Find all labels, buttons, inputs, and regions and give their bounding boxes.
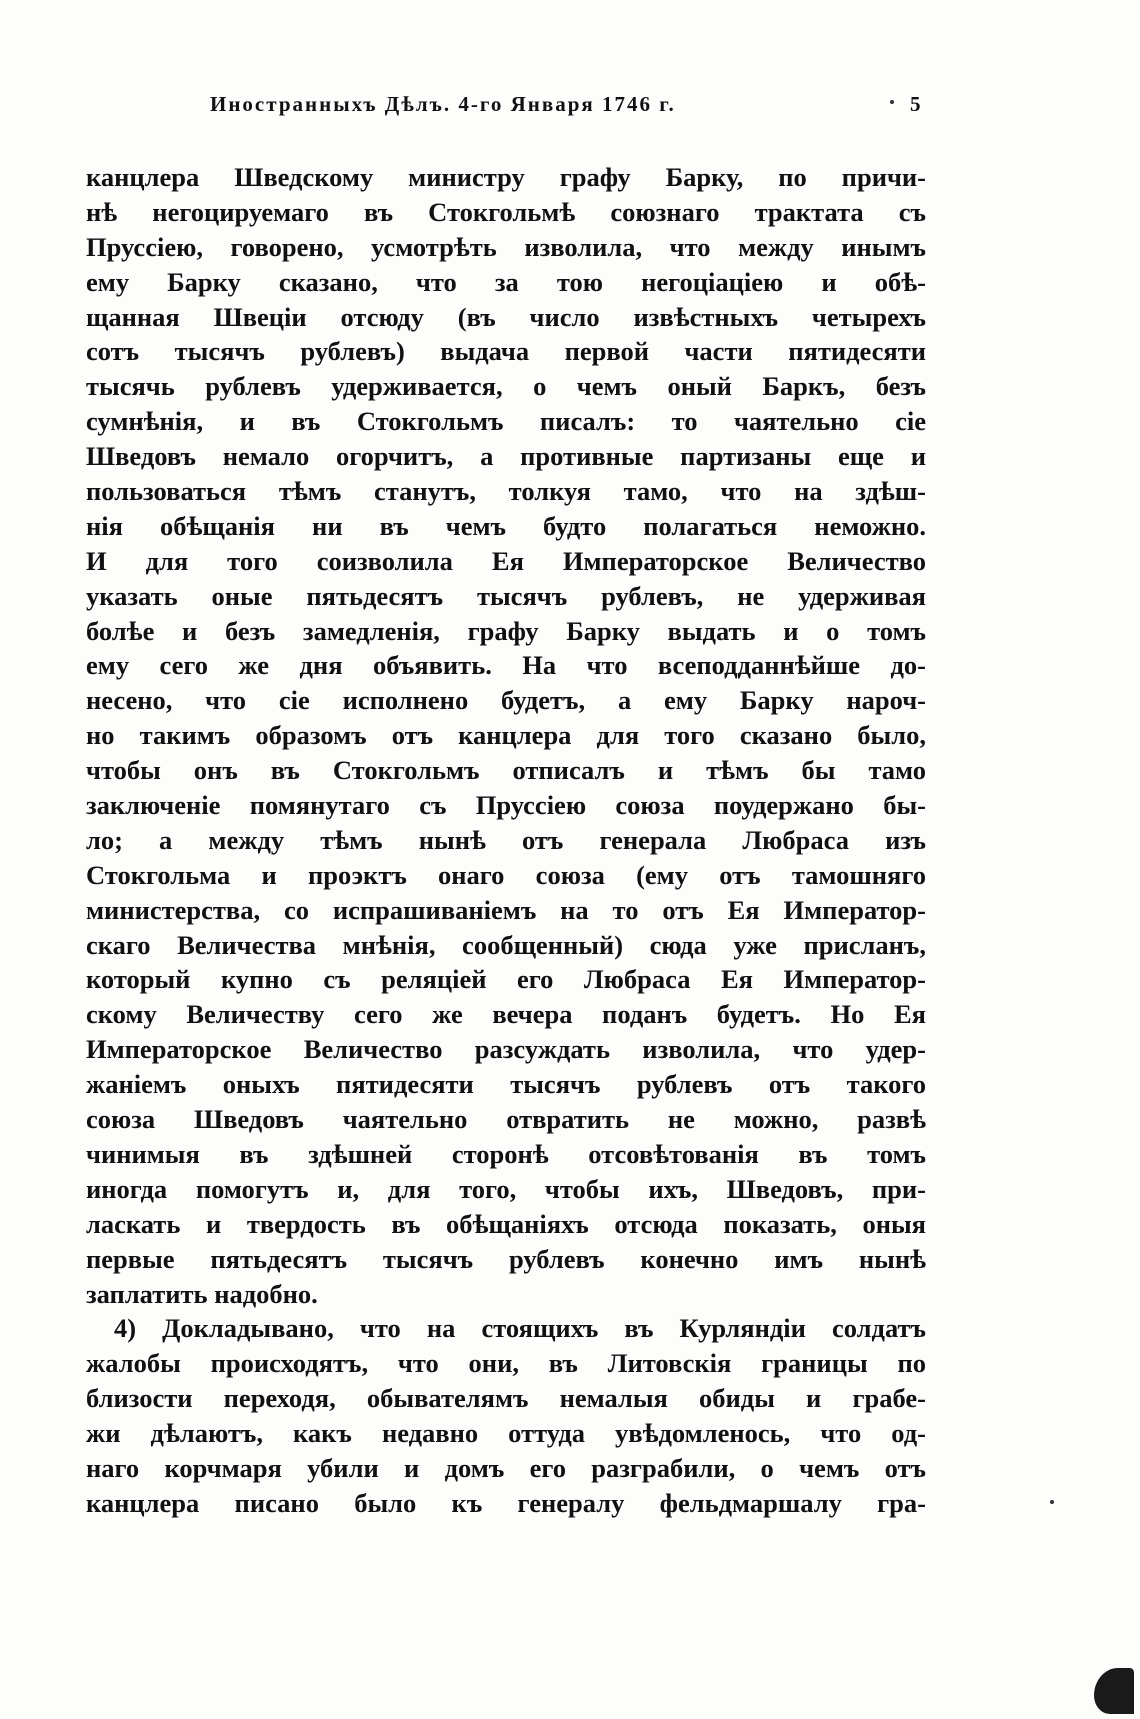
text-line: иногда помогутъ и, для того, чтобы ихъ, Шведовъ, при- — [86, 1173, 926, 1204]
text-line: И для того соизволила Ея Императорское Величество — [86, 545, 926, 576]
text-line: скаго Величества мнѣнія, сообщенный) сюда уже присланъ, — [86, 929, 926, 960]
text-line: пользоваться тѣмъ станутъ, толкуя тамо, что на здѣш- — [86, 476, 926, 507]
paragraph-4-line: 4) Докладывано, что на стоящихъ въ Курляндіи солдатъ — [114, 1313, 926, 1344]
text-line: заплатить надобно. — [86, 1278, 318, 1309]
text-line: чинимыя въ здѣшней сторонѣ отсовѣтованія въ томъ — [86, 1138, 926, 1169]
text-line: заключеніе помянутаго съ Пруссіею союза поудержано бы- — [86, 790, 926, 821]
text-line: который купно съ реляціей его Любраса Ея Император- — [86, 964, 926, 995]
text-line: Пруссіею, говорено, усмотрѣть изволила, что между инымъ — [86, 231, 926, 262]
scan-speck — [890, 100, 894, 104]
text-line: жалобы происходятъ, что они, въ Литовскія границы по — [86, 1348, 926, 1379]
text-line: болѣе и безъ замедленія, графу Барку выдать и о томъ — [86, 615, 926, 646]
text-line: чтобы онъ въ Стокгольмъ отписалъ и тѣмъ бы тамо — [86, 755, 926, 786]
text-line: канцлера Шведскому министру графу Барку, по причи- — [86, 162, 926, 192]
text-line: но такимъ образомъ отъ канцлера для того сказано было, — [86, 720, 926, 751]
text-line: Шведовъ немало огорчитъ, а противные партизаны еще и — [86, 441, 926, 472]
text-line: жаніемъ оныхъ пятидесяти тысячъ рублевъ отъ такого — [86, 1069, 926, 1100]
text-line: скому Величеству сего же вечера поданъ будетъ. Но Ея — [86, 999, 926, 1030]
scan-edge-mark — [1094, 1668, 1134, 1714]
text-line: союза Шведовъ чаятельно отвратить не можно, развѣ — [86, 1104, 926, 1135]
text-line: близости переходя, обывателямъ немалыя обиды и грабе- — [86, 1383, 926, 1414]
page-header — [210, 92, 940, 126]
text-line: указать оные пятьдесятъ тысячъ рублевъ, не удерживая — [86, 580, 926, 611]
text-line: сумнѣнія, и въ Стокгольмъ писалъ: то чаятельно сіе — [86, 406, 926, 437]
running-head: Иностранныхъ Дѣлъ. 4-го Января 1746 г. — [210, 92, 676, 116]
text-line: ему сего же дня объявить. На что всеподданнѣйше до- — [86, 650, 926, 681]
text-line: тысячь рублевъ удерживается, о чемъ оный Баркъ, безъ — [86, 371, 926, 402]
text-line: нѣ негоцируемаго въ Стокгольмѣ союзнаго трактата съ — [86, 196, 926, 227]
text-line: канцлера писано было къ генералу фельдмаршалу гра- — [86, 1487, 926, 1518]
text-line: ло; а между тѣмъ нынѣ отъ генерала Любраса изъ — [86, 824, 926, 855]
text-line: жи дѣлаютъ, какъ недавно оттуда увѣдомленось, что од- — [86, 1418, 926, 1449]
body-text — [86, 160, 926, 1521]
text-line: Императорское Величество разсуждать изволила, что удер- — [86, 1034, 926, 1065]
text-line: наго корчмаря убили и домъ его разграбили, о чемъ отъ — [86, 1452, 926, 1483]
text-line: Стокгольма и проэктъ онаго союза (ему отъ тамошняго — [86, 859, 926, 890]
text-line: ему Барку сказано, что за тою негоціаціею и обѣ- — [86, 266, 926, 297]
page-number: 5 — [910, 92, 921, 116]
scan-speck — [1050, 1500, 1054, 1504]
text-line: министерства, со испрашиваніемъ на то отъ Ея Император- — [86, 894, 926, 925]
text-line: нія обѣщанія ни въ чемъ будто полагаться неможно. — [86, 510, 926, 541]
text-line: несено, что сіе исполнено будетъ, а ему Барку нароч- — [86, 685, 926, 716]
text-line: щанная Швеціи отсюду (въ число извѣстныхъ четырехъ — [86, 301, 926, 332]
text-line: сотъ тысячъ рублевъ) выдача первой части пятидесяти — [86, 336, 926, 367]
text-line: ласкать и твердость въ обѣщаніяхъ отсюда показать, оныя — [86, 1208, 926, 1239]
text-line: первые пятьдесятъ тысячъ рублевъ конечно имъ нынѣ — [86, 1243, 926, 1274]
